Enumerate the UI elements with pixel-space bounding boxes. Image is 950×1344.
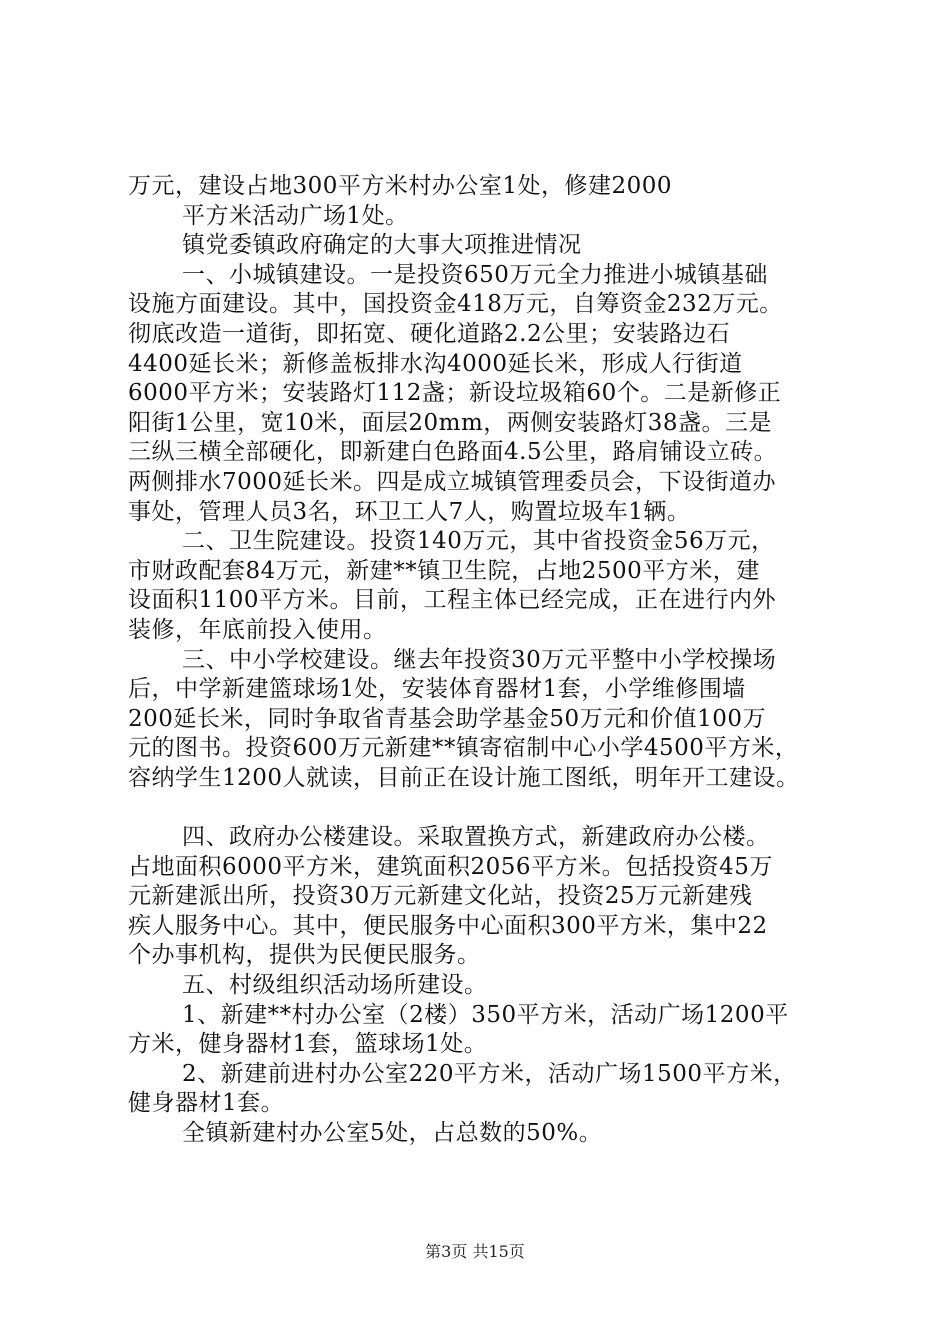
text-line: 阳街1公里，宽10米，面层20mm，两侧安装路灯38盏。三是 bbox=[128, 409, 773, 436]
text-line: 占地面积6000平方米，建筑面积2056平方米。包括投资45万 bbox=[128, 853, 773, 880]
text-line: 二、卫生院建设。投资140万元，其中省投资金56万元， bbox=[182, 528, 775, 555]
text-line: 三、中小学校建设。继去年投资30万元平整中小学校操场 bbox=[182, 646, 777, 673]
text-line: 方米，健身器材1套，篮球场1处。 bbox=[128, 1031, 488, 1058]
text-line: 设面积1100平方米。目前，工程主体已经完成，正在进行内外 bbox=[128, 587, 777, 614]
paragraph bbox=[128, 231, 838, 261]
text-line: 2、新建前进村办公室220平方米，活动广场1500平方米， bbox=[182, 1060, 797, 1087]
text-line: 一、小城镇建设。一是投资650万元全力推进小城镇基础 bbox=[182, 261, 768, 288]
text-line: 四、政府办公楼建设。采取置换方式，新建政府办公楼。 bbox=[182, 824, 770, 851]
paragraph bbox=[128, 202, 838, 232]
text-line: 五、村级组织活动场所建设。 bbox=[182, 972, 488, 999]
paragraph bbox=[128, 527, 838, 645]
text-line: 200延长米，同时争取省青基会助学基金50万元和价值100万 bbox=[128, 705, 767, 732]
text-line: 元的图书。投资600万元新建**镇寄宿制中心小学4500平方米， bbox=[128, 735, 799, 762]
paragraph-gap bbox=[128, 793, 838, 823]
text-line: 万元，建设占地300平方米村办公室1处，修建2000 bbox=[128, 173, 673, 199]
paragraph bbox=[128, 823, 838, 971]
paragraph bbox=[128, 1001, 838, 1060]
text-line: 4400延长米；新修盖板排水沟4000延长米，形成人行街道 bbox=[128, 350, 743, 377]
paragraph bbox=[128, 172, 838, 202]
text-line: 6000平方米；安装路灯112盏；新设垃圾箱60个。二是新修正 bbox=[128, 380, 782, 407]
text-line: 元新建派出所，投资30万元新建文化站，投资25万元新建残 bbox=[128, 883, 753, 910]
text-line: 市财政配套84万元，新建**镇卫生院，占地2500平方米，建 bbox=[128, 557, 760, 584]
text-line: 事处，管理人员3名，环卫工人7人，购置垃圾车1辆。 bbox=[128, 498, 691, 525]
text-line: 镇党委镇政府确定的大事大项推进情况 bbox=[182, 232, 582, 259]
text-line: 两侧排水7000延长米。四是成立城镇管理委员会，下设街道办 bbox=[128, 468, 777, 495]
text-line: 平方米活动广场1处。 bbox=[182, 202, 409, 229]
text-line: 全镇新建村办公室5处，占总数的50%。 bbox=[182, 1120, 603, 1146]
page-footer: 第3页 共15页 bbox=[425, 1242, 525, 1261]
paragraph bbox=[128, 1060, 838, 1119]
text-line: 设施方面建设。其中，国投资金418万元，自筹资金232万元。 bbox=[128, 291, 783, 318]
document-body bbox=[128, 172, 838, 1149]
text-line: 三纵三横全部硬化，即新建白色路面4.5公里，路肩铺设立砖。 bbox=[128, 439, 778, 466]
text-line: 个办事机构，提供为民便民服务。 bbox=[128, 942, 481, 969]
text-line: 后，中学新建篮球场1处，安装体育器材1套，小学维修围墙 bbox=[128, 676, 746, 703]
text-line: 装修，年底前投入使用。 bbox=[128, 616, 387, 643]
text-line: 疾人服务中心。其中，便民服务中心面积300平方米，集中22 bbox=[128, 912, 768, 939]
text-line: 容纳学生1200人就读，目前正在设计施工图纸，明年开工建设。 bbox=[128, 764, 800, 791]
paragraph bbox=[128, 971, 838, 1001]
text-line: 1、新建**村办公室（2楼）350平方米，活动广场1200平 bbox=[182, 1001, 789, 1028]
paragraph bbox=[128, 261, 838, 527]
text-line: 彻底改造一道街，即拓宽、硬化道路2.2公里；安装路边石 bbox=[128, 320, 731, 347]
paragraph bbox=[128, 646, 838, 794]
paragraph bbox=[128, 1119, 838, 1149]
text-line: 健身器材1套。 bbox=[128, 1090, 285, 1117]
